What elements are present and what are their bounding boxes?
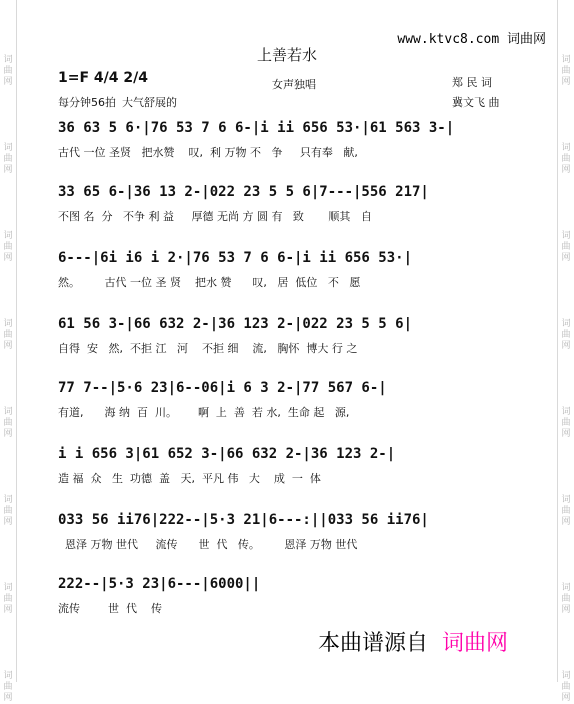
- lyricist-credit: 郑 民 词: [452, 76, 492, 89]
- score-line: [58, 380, 538, 420]
- score-line: [58, 446, 538, 486]
- expression-marking: 大气舒展的: [122, 96, 177, 109]
- site-url[interactable]: www.ktvc8.com: [397, 32, 500, 47]
- source-footer: [318, 626, 508, 657]
- right-watermark-strip: [557, 0, 574, 703]
- watermark-text: 词曲网: [561, 231, 571, 263]
- watermark-text: 词曲网: [3, 583, 13, 615]
- score-line: [58, 576, 538, 616]
- source-brand[interactable]: 词曲网: [442, 631, 509, 656]
- score-line: [58, 316, 538, 356]
- lyric-row: 然。 古代 一位 圣 贤 把水 赞 叹, 居 低位 不 愿: [58, 276, 361, 289]
- notation-row: 33 65 6-|36 13 2-|022 23 5 5 6|7---|556 217|: [58, 184, 429, 200]
- lyric-row: 流传 世 代 传: [58, 602, 162, 615]
- notation-row: i i 656 3|61 652 3-|66 632 2-|36 123 2-|: [58, 446, 396, 462]
- watermark-text: 词曲网: [561, 495, 571, 527]
- score-line: [58, 512, 538, 552]
- notation-row: 222--|5·3 23|6---|6000||: [58, 576, 261, 592]
- watermark-text: 词曲网: [3, 407, 13, 439]
- site-name: 词曲网: [506, 32, 546, 47]
- source-text: 本曲谱源自: [318, 631, 429, 656]
- lyric-row: 恩泽 万物 世代 流传 世 代 传。 恩泽 万物 世代: [58, 538, 358, 551]
- score-line: [58, 184, 538, 224]
- watermark-text: 词曲网: [561, 583, 571, 615]
- performance-type: 女声独唱: [272, 78, 316, 91]
- score-line: [58, 250, 538, 290]
- lyric-row: 古代 一位 圣贤 把水赞 叹, 利 万物 不 争 只有奉 献,: [58, 146, 358, 159]
- notation-row: 6---|6i i6 i 2·|76 53 7 6 6-|i ii 656 53·|: [58, 250, 413, 266]
- song-title: 上善若水: [256, 46, 317, 64]
- watermark-text: 词曲网: [3, 495, 13, 527]
- watermark-text: 词曲网: [3, 231, 13, 263]
- lyric-row: 自得 安 然, 不拒 江 河 不拒 细 流, 胸怀 博大 行 之: [58, 342, 358, 355]
- lyric-row: 有道, 海 纳 百 川。 啊 上 善 若 水, 生命 起 源,: [58, 406, 350, 419]
- watermark-text: 词曲网: [3, 143, 13, 175]
- lyric-row: 造 福 众 生 功德 盖 天, 平凡 伟 大 成 一 体: [58, 472, 321, 485]
- watermark-text: 词曲网: [3, 319, 13, 351]
- score-line: [58, 120, 538, 160]
- watermark-text: 词曲网: [561, 55, 571, 87]
- key-and-meter: 1=F 4/4 2/4: [58, 70, 148, 86]
- watermark-text: 词曲网: [3, 55, 13, 87]
- notation-row: 033 56 ii76|222--|5·3 21|6---:||033 56 ii76|: [58, 512, 429, 528]
- watermark-text: 词曲网: [561, 407, 571, 439]
- watermark-text: 词曲网: [561, 671, 571, 703]
- notation-row: 77 7--|5·6 23|6--06|i 6 3 2-|77 567 6-|: [58, 380, 387, 396]
- left-watermark-strip: [0, 0, 17, 703]
- watermark-text: 词曲网: [3, 671, 13, 703]
- notation-row: 36 63 5 6·|76 53 7 6 6-|i ii 656 53·|61 563 3-|: [58, 120, 455, 136]
- watermark-text: 词曲网: [561, 143, 571, 175]
- composer-credit: 冀文飞 曲: [452, 96, 500, 109]
- lyric-row: 不图 名 分 不争 利 益 厚德 无尚 方 圆 有 致 顺其 自: [58, 210, 372, 223]
- tempo-marking: 每分钟56拍: [58, 96, 116, 109]
- watermark-text: 词曲网: [561, 319, 571, 351]
- notation-row: 61 56 3-|66 632 2-|36 123 2-|022 23 5 5 6|: [58, 316, 413, 332]
